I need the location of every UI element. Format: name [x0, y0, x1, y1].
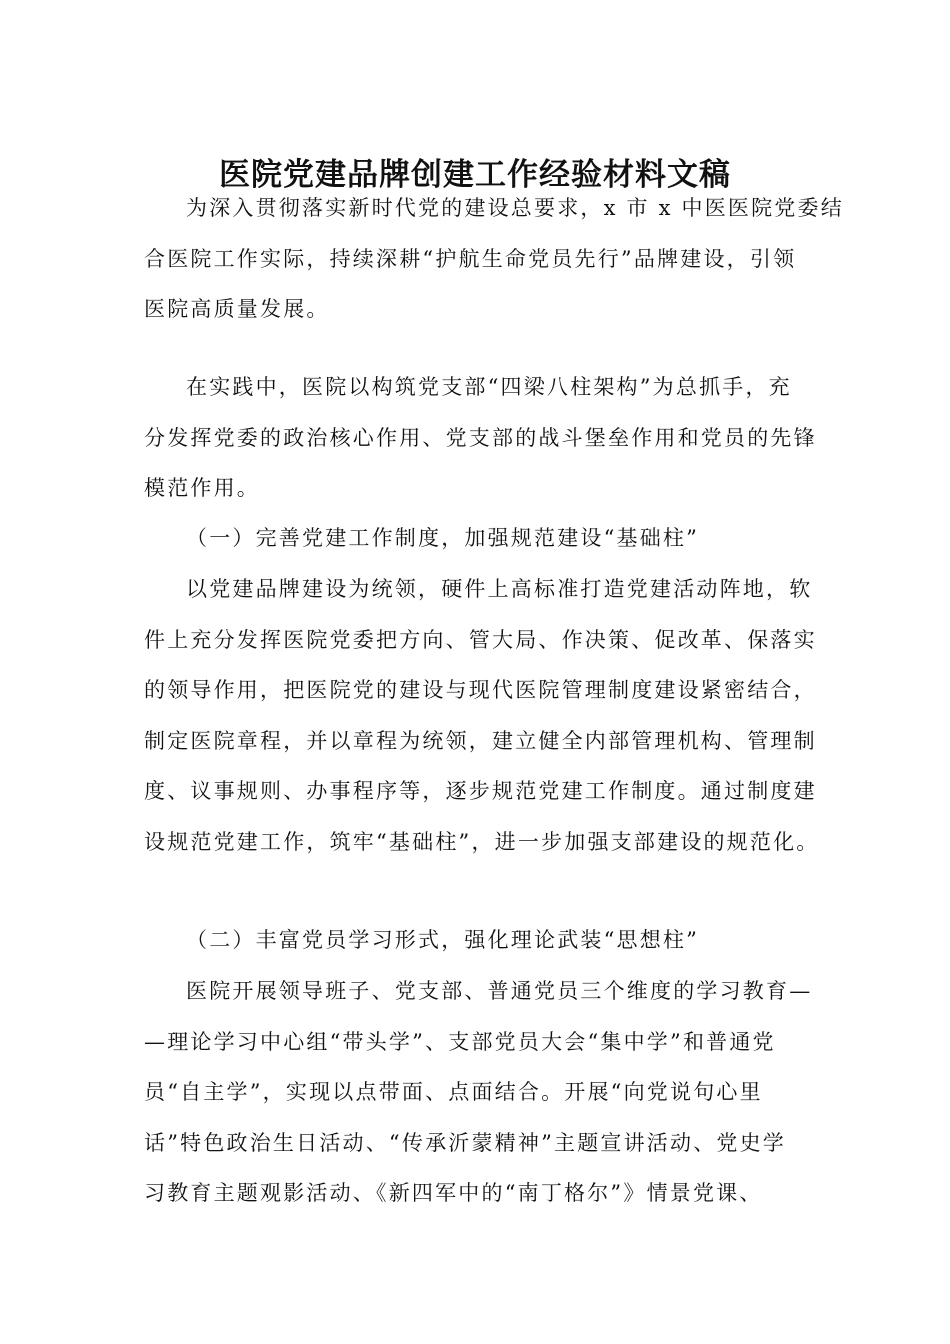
section-heading-text: （一）完善党建工作制度，加强规范建设“基础柱” — [186, 526, 700, 550]
practice-paragraph — [144, 362, 824, 514]
paragraph-line: 设规范党建工作，筑牢“基础柱”，进一步加强支部建设的规范化。 — [144, 829, 820, 854]
paragraph-line: 以党建品牌建设为统领，硬件上高标准打造党建活动阵地，软 — [186, 577, 813, 601]
section-2-paragraph — [144, 966, 824, 1219]
paragraph-line: 件上充分发挥医院党委把方向、管大局、作决策、促改革、保落实 — [144, 627, 817, 652]
paragraph-line: 模范作用。 — [144, 476, 260, 500]
paragraph-line: 员“自主学”，实现以点带面、点面结合。开展“向党说句心里 — [144, 1080, 763, 1104]
paragraph-line: 分发挥党委的政治核心作用、党支部的战斗堡垒作用和党员的先锋 — [144, 425, 817, 450]
paragraph-line: 制定医院章程，并以章程为统领，建立健全内部管理机构、管理制 — [144, 728, 817, 753]
paragraph-line: 习教育主题观影活动、《新四军中的“南丁格尔”》情景党课、 — [144, 1181, 763, 1205]
paragraph-line: 医院高质量发展。 — [144, 297, 330, 321]
paragraph-line: 话”特色政治生日活动、“传承沂蒙精神”主题宣讲活动、党史学 — [144, 1130, 787, 1155]
paragraph-line: 为深入贯彻落实新时代党的建设总要求，x 市 x 中医医院党委结 — [186, 196, 844, 220]
paragraph-line: 医院开展领导班子、党支部、普通党员三个维度的学习教育— — [186, 979, 813, 1003]
paragraph-line: 的领导作用，把医院党的建设与现代医院管理制度建设紧密结合， — [144, 678, 817, 702]
paragraph-line: 度、议事规则、办事程序等，逐步规范党建工作制度。通过制度建 — [144, 779, 817, 803]
section-heading-text: （二）丰富党员学习形式，强化理论武装“思想柱” — [186, 928, 700, 952]
paragraph-line: —理论学习中心组“带头学”、支部党员大会“集中学”和普通党 — [144, 1029, 776, 1054]
section-1-paragraph — [144, 564, 824, 867]
section-heading-2 — [144, 915, 824, 966]
document-title: 医院党建品牌创建工作经验材料文稿 — [219, 157, 731, 193]
paragraph-line: 合医院工作实际，持续深耕“护航生命党员先行”品牌建设，引领 — [144, 246, 797, 271]
paragraph-line: 在实践中，医院以构筑党支部“四梁八柱架构”为总抓手，充 — [186, 375, 792, 399]
intro-paragraph — [144, 183, 844, 335]
section-heading-1 — [144, 513, 824, 564]
